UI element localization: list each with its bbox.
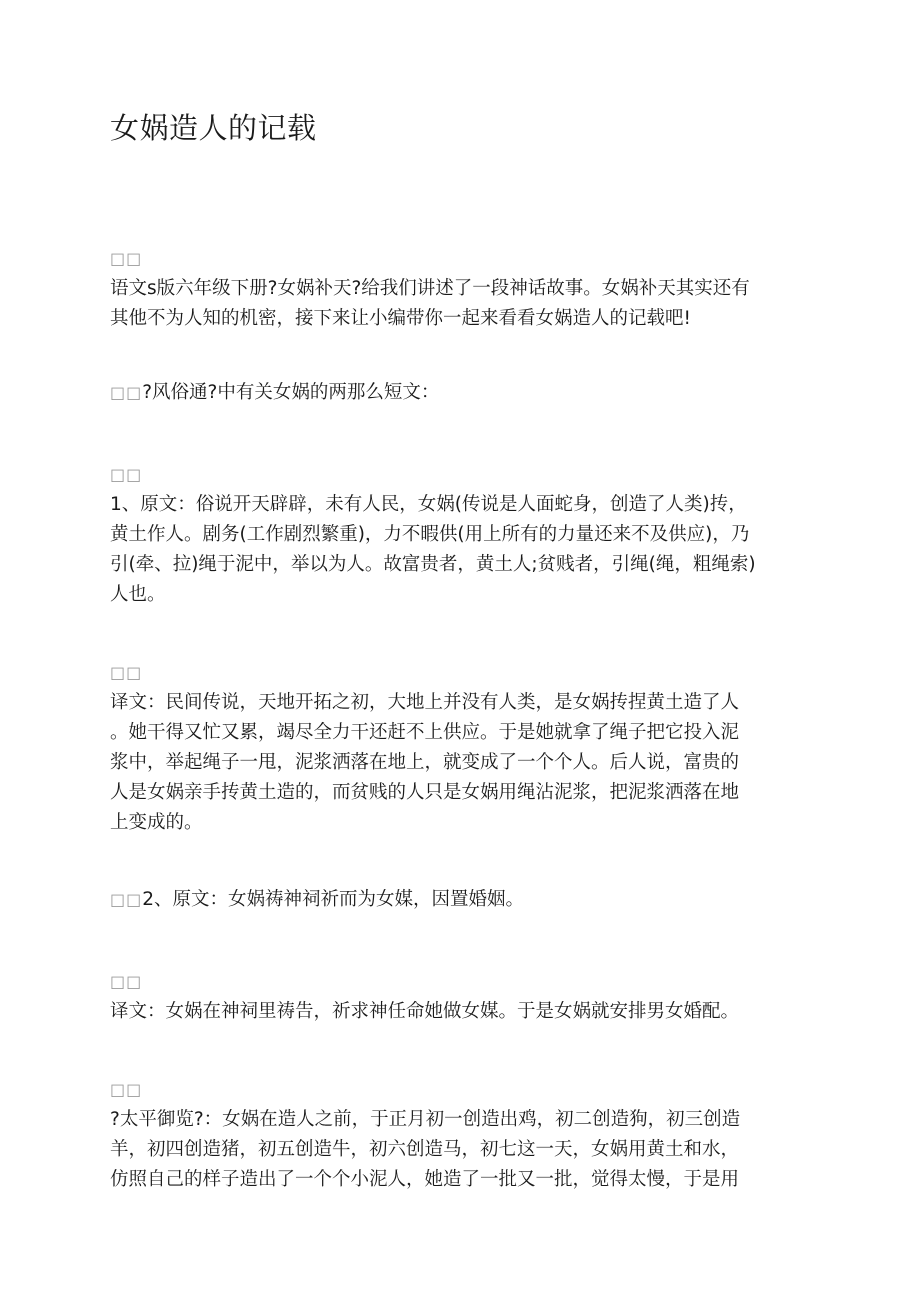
paragraph-line: 人也。: [110, 584, 166, 605]
paragraph-line: 2、原文：女娲祷神祠祈而为女媒，因置婚姻。: [142, 889, 525, 910]
paragraph-fengsutong: [110, 378, 810, 408]
paragraph-line: 译文：民间传说，天地开拓之初，大地上并没有人类，是女娲抟捏黄土造了人: [110, 692, 740, 713]
paragraph-line: 浆中，举起绳子一甩，泥浆洒落在地上，就变成了一个个人。后人说，富贵的: [110, 752, 740, 773]
paragraph-line: 羊，初四创造猪，初五创造牛，初六创造马，初七这一天，女娲用黄土和水，: [110, 1139, 740, 1160]
paragraph-line: 1、原文：俗说开天辟辟，未有人民，女娲(传说是人面蛇身，创造了人类)抟，: [110, 494, 747, 515]
paragraph-line: 人是女娲亲手抟黄土造的，而贫贱的人只是女娲用绳沾泥浆，把泥浆洒落在地: [110, 782, 740, 803]
paragraph-original-1: [110, 460, 810, 610]
paragraph-line: ?风俗通?中有关女娲的两那么短文：: [142, 382, 440, 403]
paragraph-original-2: [110, 885, 810, 915]
paragraph-marker: □□: [110, 465, 143, 484]
document-title: 女娲造人的记载: [110, 111, 317, 145]
paragraph-line: 其他不为人知的机密，接下来让小编带你一起来看看女娲造人的记载吧!: [110, 308, 691, 329]
paragraph-taiping-yulan: [110, 1075, 810, 1195]
paragraph-line: 黄土作人。剧务(工作剧烈繁重)，力不暇供(用上所有的力量还来不及供应)，乃: [110, 524, 750, 545]
paragraph-line: 引(牵、拉)绳于泥中，举以为人。故富贵者，黄土人;贫贱者，引绳(绳，粗绳索): [110, 554, 756, 575]
paragraph-marker: □□: [110, 1080, 143, 1099]
paragraph-marker: □□: [110, 890, 143, 909]
paragraph-marker: □□: [110, 383, 143, 402]
paragraph-translation-2: [110, 967, 810, 1027]
paragraph-marker: □□: [110, 663, 143, 682]
paragraph-marker: □□: [110, 249, 143, 268]
paragraph-line: 上变成的。: [110, 812, 203, 833]
paragraph-line: 。她干得又忙又累，竭尽全力干还赶不上供应。于是她就拿了绳子把它投入泥: [110, 722, 740, 743]
paragraph-line: 译文：女娲在神祠里祷告，祈求神任命她做女媒。于是女娲就安排男女婚配。: [110, 1001, 740, 1022]
paragraph-line: 语文s版六年级下册?女娲补天?给我们讲述了一段神话故事。女娲补天其实还有: [110, 278, 750, 299]
paragraph-intro: [110, 244, 810, 334]
paragraph-marker: □□: [110, 972, 143, 991]
paragraph-line: 仿照自己的样子造出了一个个小泥人，她造了一批又一批，觉得太慢，于是用: [110, 1169, 740, 1190]
paragraph-translation-1: [110, 658, 810, 838]
paragraph-line: ?太平御览?：女娲在造人之前，于正月初一创造出鸡，初二创造狗，初三创造: [110, 1109, 741, 1130]
